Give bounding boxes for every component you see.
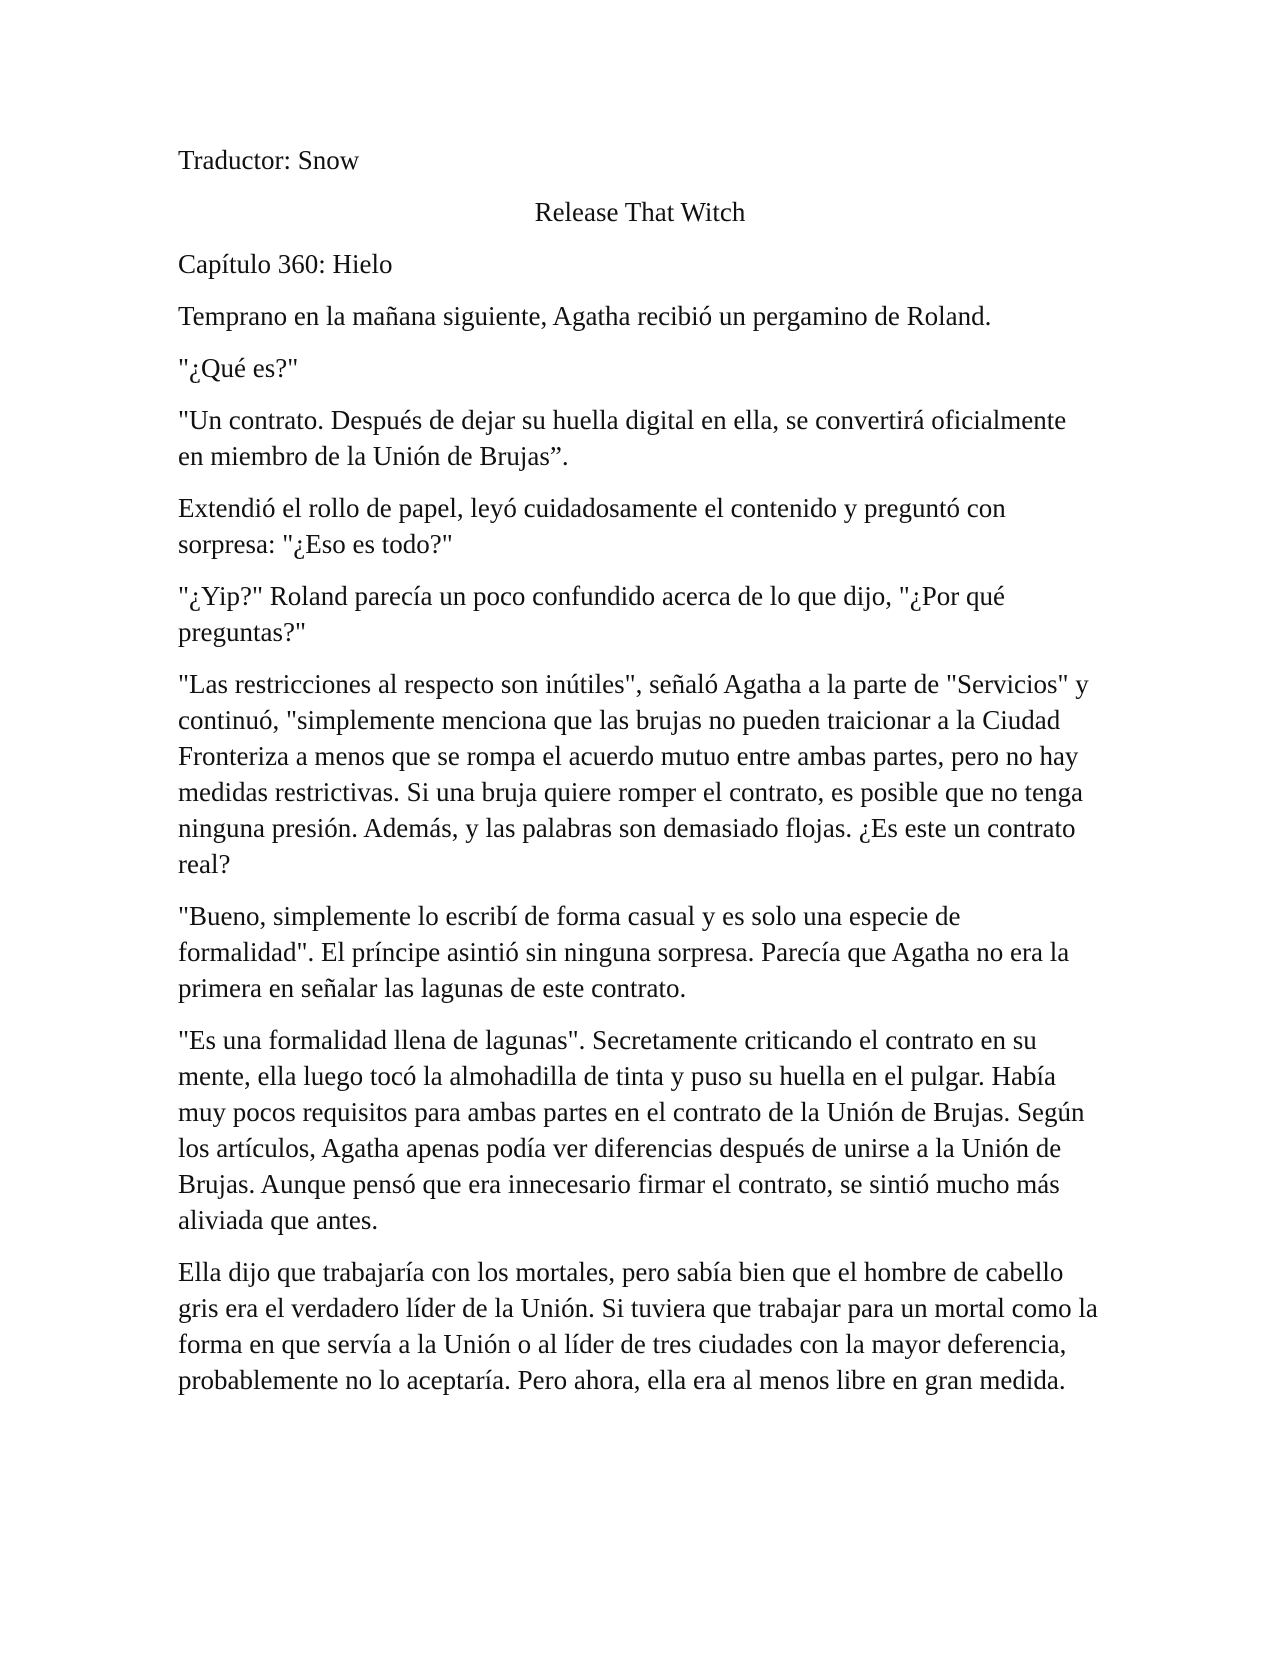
paragraph: "Las restricciones al respecto son inútiles", señaló Agatha a la parte de "Servicios" y continuó, "simplemente menciona que las brujas no pueden traicionar a la Ciudad Fronteriza a menos que se rompa el acuerdo mutuo entre ambas partes, pero no hay medidas restrictivas. Si una bruja quiere romper el contrato, es posible que no tenga ninguna presión. Además, y las palabras son demasiado flojas. ¿Es este un contrato real? (178, 669, 1089, 879)
document-page (178, 142, 1098, 1414)
paragraph: "Un contrato. Después de dejar su huella digital en ella, se convertirá oficialmente en miembro de la Unión de Brujas”. (178, 405, 1067, 471)
paragraph: Ella dijo que trabajaría con los mortales, pero sabía bien que el hombre de cabello gris era el verdadero líder de la Unión. Si tuviera que trabajar para un mortal como la forma en que servía a la Unión o al líder de tres ciudades con la mayor deferencia, probablemente no lo aceptaría. Pero ahora, ella era al menos libre en gran medida. (178, 1257, 1098, 1395)
paragraph: Temprano en la mañana siguiente, Agatha recibió un pergamino de Roland. (178, 301, 992, 331)
paragraph: "¿Yip?" Roland parecía un poco confundido acerca de lo que dijo, "¿Por qué preguntas?" (178, 581, 1006, 647)
book-title: Release That Witch (534, 197, 746, 227)
paragraph: "Bueno, simplemente lo escribí de forma casual y es solo una especie de formalidad". El príncipe asintió sin ninguna sorpresa. Parecía que Agatha no era la primera en señalar las lagunas de este contrato. (178, 901, 1070, 1003)
chapter-heading: Capítulo 360: Hielo (178, 249, 393, 279)
paragraph: "Es una formalidad llena de lagunas". Secretamente criticando el contrato en su mente, ella luego tocó la almohadilla de tinta y puso su huella en el pulgar. Había muy pocos requisitos para ambas partes en el contrato de la Unión de Brujas. Según los artículos, Agatha apenas podía ver diferencias después de unirse a la Unión de Brujas. Aunque pensó que era innecesario firmar el contrato, se sintió mucho más aliviada que antes. (178, 1025, 1085, 1235)
paragraph: "¿Qué es?" (178, 353, 299, 383)
paragraph: Extendió el rollo de papel, leyó cuidadosamente el contenido y preguntó con sorpresa: "¿Eso es todo?" (178, 493, 1006, 559)
translator-credit: Traductor: Snow (178, 145, 360, 175)
